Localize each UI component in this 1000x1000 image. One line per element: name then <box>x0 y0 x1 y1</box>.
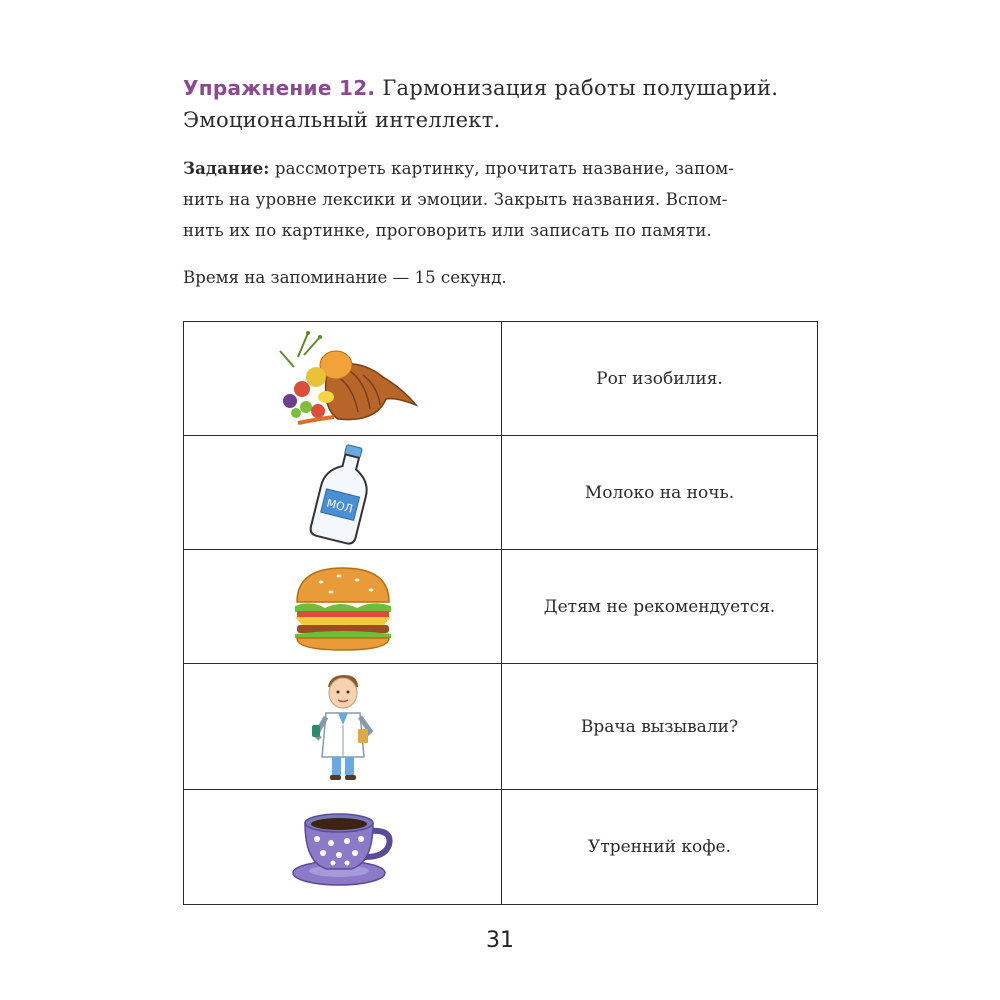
picture-cell <box>184 322 502 436</box>
exercise-title-line1: Гармонизация работы полушарий. <box>382 76 779 100</box>
picture-cell <box>184 550 502 664</box>
task-text-line3: нить их по картинке, проговорить или записать по памяти. <box>183 221 712 240</box>
caption-cell: Утренний кофе. <box>502 790 818 905</box>
caption-cell: Детям не рекомендуется. <box>502 550 818 664</box>
picture-cell <box>184 790 502 905</box>
exercise-label: Упражнение 12. <box>183 76 376 100</box>
table-row <box>184 550 818 664</box>
exercise-heading <box>183 72 823 136</box>
table-row <box>184 436 818 550</box>
table-row <box>184 664 818 790</box>
exercise-table <box>183 321 818 905</box>
page-number: 31 <box>486 928 514 953</box>
table-row <box>184 322 818 436</box>
task-text-line1: рассмотреть картинку, прочитать название, запом- <box>274 159 735 178</box>
task-paragraph <box>183 153 823 246</box>
picture-cell <box>184 436 502 550</box>
exercise-title-line2: Эмоциональный интеллект. <box>183 108 501 132</box>
picture-cell <box>184 664 502 790</box>
burger-icon <box>291 562 395 652</box>
caption-cell: Молоко на ночь. <box>502 436 818 550</box>
task-text-line2: нить на уровне лексики и эмоции. Закрыть названия. Вспом- <box>183 190 728 209</box>
caption-cell: Рог изобилия. <box>502 322 818 436</box>
doctor-icon <box>308 669 378 785</box>
caption-cell: Врача вызывали? <box>502 664 818 790</box>
coffee-cup-icon <box>291 805 395 889</box>
bottle-label: МОЛ <box>324 496 354 516</box>
table-row <box>184 790 818 905</box>
task-label: Задание: <box>183 158 270 178</box>
cornucopia-icon <box>268 327 418 431</box>
milk-bottle-icon <box>308 441 378 545</box>
memorization-time: Время на запоминание — 15 секунд. <box>183 268 507 287</box>
